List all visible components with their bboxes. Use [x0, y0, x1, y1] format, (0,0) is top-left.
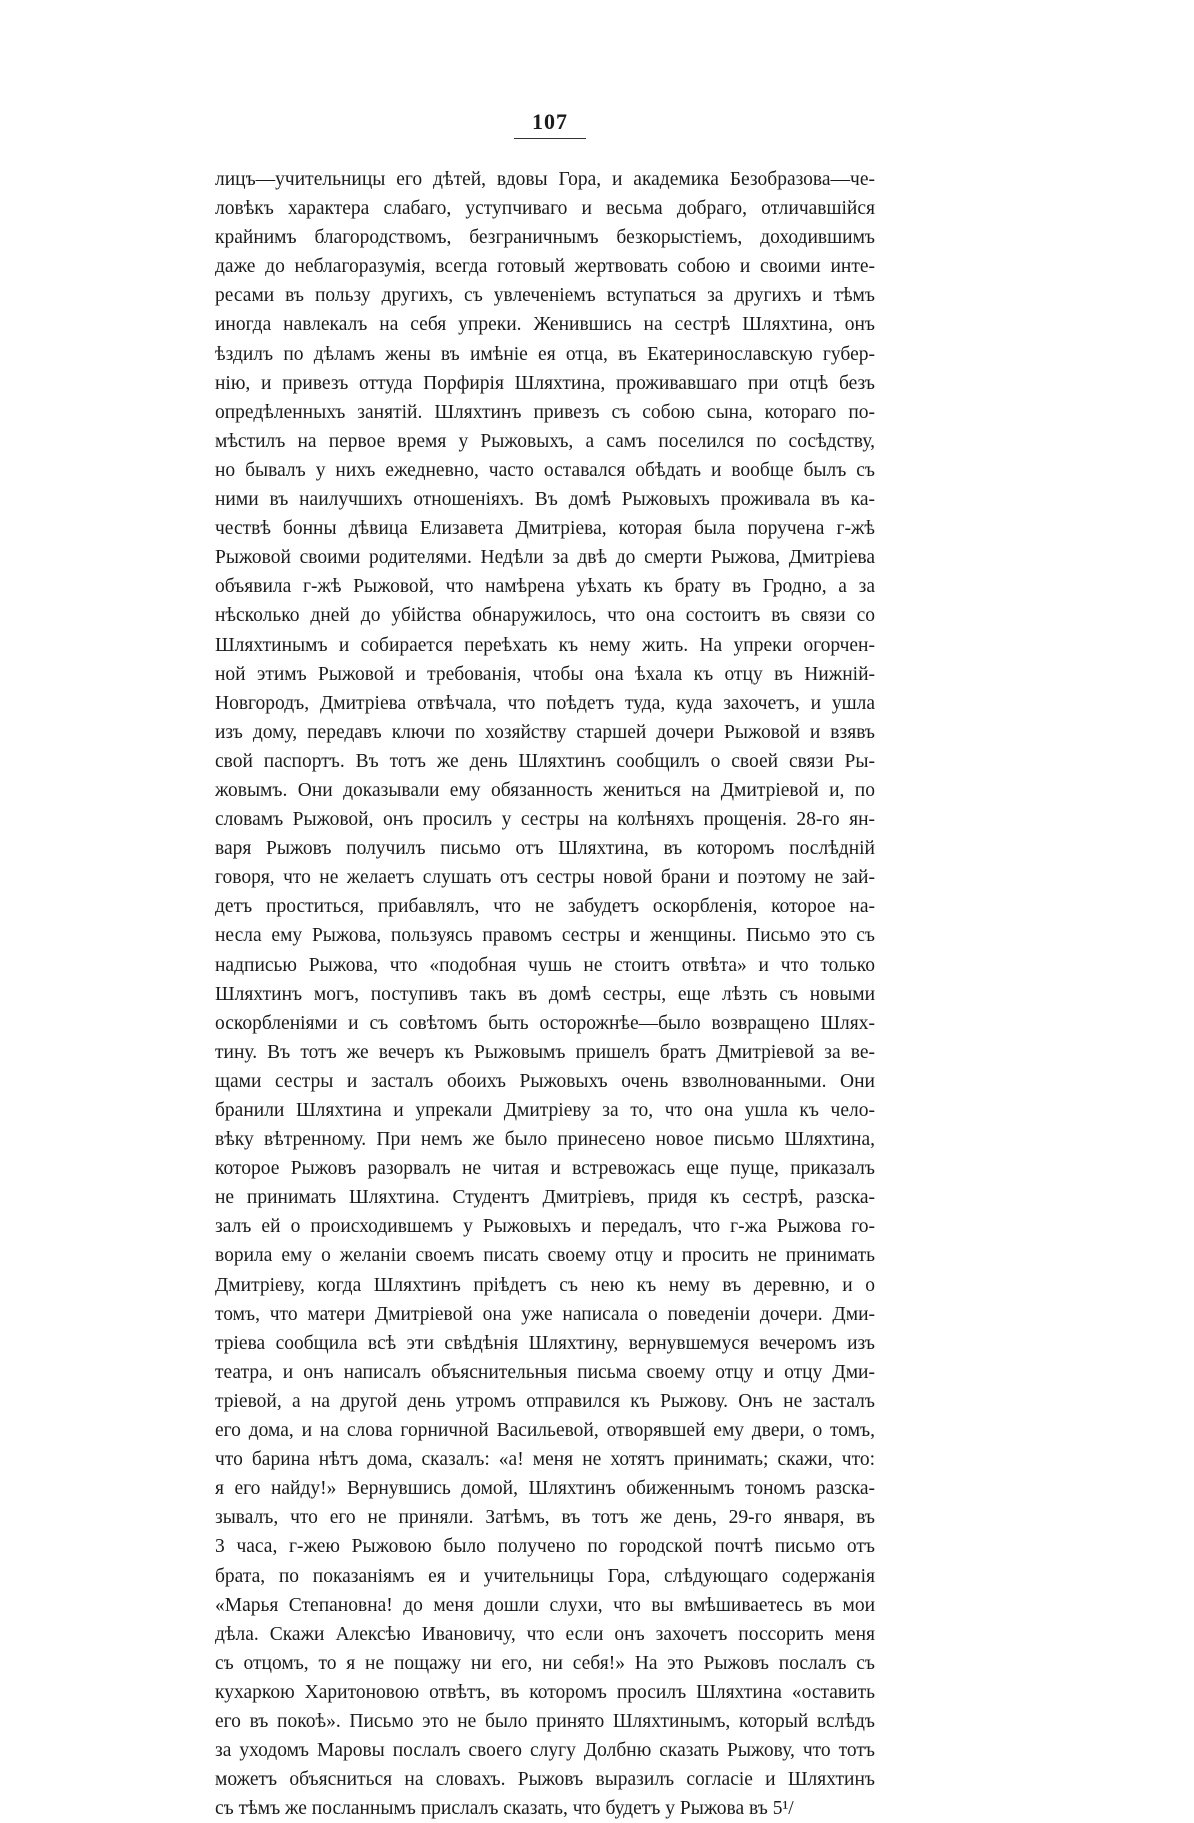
- text-line: тріевой, а на другой день утромъ отправился къ Рыжову. Онъ не засталъ: [215, 1390, 875, 1412]
- text-line: ѣздилъ по дѣламъ жены въ имѣніе ея отца, въ Екатеринославскую губер-: [215, 343, 875, 365]
- text-line: свой паспортъ. Въ тотъ же день Шляхтинъ сообщилъ о своей связи Ры-: [215, 750, 875, 772]
- text-line: оскорбленіями и съ совѣтомъ быть осторожнѣе—было возвращено Шлях-: [215, 1012, 875, 1034]
- text-line: вѣку вѣтренному. При немъ же было принесено новое письмо Шляхтина,: [215, 1129, 875, 1151]
- text-line: чествѣ бонны дѣвица Елизавета Дмитріева, которая была поручена г-жѣ: [215, 518, 875, 540]
- text-line: не принимать Шляхтина. Студентъ Дмитріевъ, придя къ сестрѣ, разска-: [215, 1187, 875, 1209]
- text-line: жовымъ. Они доказывали ему обязанность жениться на Дмитріевой и, по: [215, 779, 875, 801]
- text-line: съ отцомъ, то я не пощажу ни его, ни себя!» На это Рыжовъ послалъ съ: [215, 1652, 875, 1674]
- text-line: брата, по показаніямъ ея и учительницы Гора, слѣдующаго содержанія: [215, 1565, 875, 1587]
- text-line: его дома, и на слова горничной Васильевой, отворявшей ему двери, о томъ,: [215, 1420, 875, 1442]
- text-line: Новгородъ, Дмитріева отвѣчала, что поѣдетъ туда, куда захочетъ, и ушла: [215, 692, 875, 714]
- body-text: [215, 165, 875, 1823]
- text-line: крайнимъ благородствомъ, безграничнымъ безкорыстіемъ, доходившимъ: [215, 227, 875, 249]
- text-line: театра, и онъ написалъ объяснительныя письма своему отцу и отцу Дми-: [215, 1361, 875, 1383]
- text-line: «Марья Степановна! до меня дошли слухи, что вы вмѣшиваетесь въ мои: [215, 1594, 875, 1616]
- text-line: варя Рыжовъ получилъ письмо отъ Шляхтина, въ которомъ послѣдній: [215, 838, 875, 860]
- text-line: можетъ объясниться на словахъ. Рыжовъ выразилъ согласіе и Шляхтинъ: [215, 1769, 875, 1791]
- text-line: которое Рыжовъ разорвалъ не читая и встревожась еще пуще, приказалъ: [215, 1158, 875, 1180]
- text-line: залъ ей о происходившемъ у Рыжовыхъ и передалъ, что г-жа Рыжова го-: [215, 1216, 875, 1238]
- text-line: тріева сообщила всѣ эти свѣдѣнія Шляхтину, вернувшемуся вечеромъ изъ: [215, 1332, 875, 1354]
- text-line: несла ему Рыжова, пользуясь правомъ сестры и женщины. Письмо это съ: [215, 925, 875, 947]
- text-line: ними въ наилучшихъ отношеніяхъ. Въ домѣ Рыжовыхъ проживала въ ка-: [215, 489, 875, 511]
- text-line: опредѣленныхъ занятій. Шляхтинъ привезъ съ собою сына, котораго по-: [215, 401, 875, 423]
- header-rule: [514, 138, 586, 139]
- text-line: словамъ Рыжовой, онъ просилъ у сестры на колѣняхъ прощенія. 28-го ян-: [215, 809, 875, 831]
- text-line: я его найду!» Вернувшись домой, Шляхтинъ обиженнымъ тономъ разска-: [215, 1478, 875, 1500]
- text-line: Дмитріеву, когда Шляхтинъ пріѣдетъ съ нею къ нему въ деревню, и о: [215, 1274, 875, 1296]
- text-line: говоря, что не желаетъ слушать отъ сестры новой брани и поэтому не зай-: [215, 867, 875, 889]
- text-line: Рыжовой своими родителями. Недѣли за двѣ до смерти Рыжова, Дмитріева: [215, 547, 875, 569]
- text-line: даже до неблагоразумія, всегда готовый жертвовать собою и своими инте-: [215, 256, 875, 278]
- text-line: ресами въ пользу другихъ, съ увлеченіемъ вступаться за другихъ и тѣмъ: [215, 285, 875, 307]
- text-line: ной этимъ Рыжовой и требованія, чтобы она ѣхала къ отцу въ Нижній-: [215, 663, 875, 685]
- page-header: [510, 108, 590, 139]
- text-line: детъ проститься, прибавлялъ, что не забудетъ оскорбленія, которое на-: [215, 896, 875, 918]
- text-line: Шляхтинымъ и собирается переѣхать къ нему жить. На упреки огорчен-: [215, 634, 875, 656]
- text-line: ловѣкъ характера слабаго, уступчиваго и весьма добраго, отличавшійся: [215, 198, 875, 220]
- text-line: кухаркою Харитоновою отвѣтъ, въ которомъ просилъ Шляхтина «оставить: [215, 1681, 875, 1703]
- text-line: лицъ—учительницы его дѣтей, вдовы Гора, и академика Безобразова—че-: [215, 169, 875, 190]
- text-line: тину. Въ тотъ же вечеръ къ Рыжовымъ пришелъ братъ Дмитріевой за ве-: [215, 1041, 875, 1063]
- text-line: нію, и привезъ оттуда Порфирія Шляхтина, проживавшаго при отцѣ безъ: [215, 372, 875, 394]
- text-line: за уходомъ Маровы послалъ своего слугу Долбню сказать Рыжову, что тотъ: [215, 1740, 875, 1762]
- text-line: но бывалъ у нихъ ежедневно, часто оставался обѣдать и вообще былъ съ: [215, 459, 875, 481]
- text-line: щами сестры и засталъ обоихъ Рыжовыхъ очень взволнованными. Они: [215, 1070, 875, 1092]
- text-line: иногда навлекалъ на себя упреки. Женившись на сестрѣ Шляхтина, онъ: [215, 314, 875, 336]
- page-number: 107: [532, 109, 568, 134]
- text-line: дѣла. Скажи Алексѣю Ивановичу, что если онъ захочетъ поссорить меня: [215, 1623, 875, 1645]
- text-line: бранили Шляхтина и упрекали Дмитріеву за то, что она ушла къ чело-: [215, 1100, 875, 1121]
- text-line: что барина нѣтъ дома, сказалъ: «а! меня не хотятъ принимать; скажи, что:: [215, 1449, 875, 1471]
- text-line: Шляхтинъ могъ, поступивъ такъ въ домѣ сестры, еще лѣзть съ новыми: [215, 983, 875, 1005]
- text-line: ворила ему о желаніи своемъ писать своему отцу и просить не принимать: [215, 1245, 875, 1267]
- text-line: 3 часа, г-жею Рыжовою было получено по городской почтѣ письмо отъ: [215, 1536, 875, 1558]
- text-line: томъ, что матери Дмитріевой она уже написала о поведеніи дочери. Дми-: [215, 1303, 875, 1325]
- text-line: зывалъ, что его не приняли. Затѣмъ, въ тотъ же день, 29-го января, въ: [215, 1507, 875, 1529]
- text-line: мѣстилъ на первое время у Рыжовыхъ, а самъ поселился по сосѣдству,: [215, 430, 875, 452]
- text-line: надписью Рыжова, что «подобная чушь не стоитъ отвѣта» и что только: [215, 954, 875, 976]
- text-line: его въ покоѣ». Письмо это не было принято Шляхтинымъ, который вслѣдъ: [215, 1710, 875, 1732]
- text-line: объявила г-жѣ Рыжовой, что намѣрена уѣхать къ брату въ Гродно, а за: [215, 576, 875, 598]
- text-line: нѣсколько дней до убійства обнаружилось, что она состоитъ въ связи со: [215, 605, 875, 627]
- text-line: съ тѣмъ же посланнымъ прислалъ сказать, что будетъ у Рыжова въ 5¹/: [215, 1798, 794, 1820]
- text-line: изъ дому, передавъ ключи по хозяйству старшей дочери Рыжовой и взявъ: [215, 721, 875, 743]
